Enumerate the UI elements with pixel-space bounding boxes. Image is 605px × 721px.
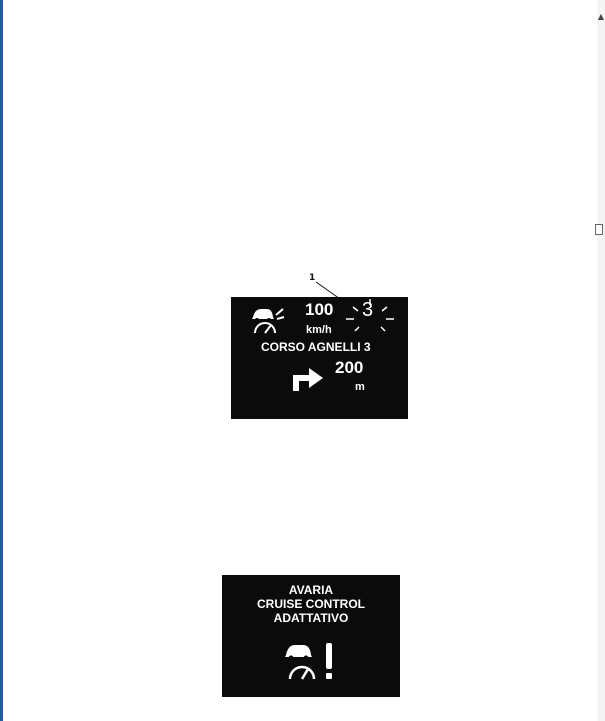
fault-line-3: ADATTATIVO <box>273 611 349 625</box>
suggested-gear: 3 <box>362 299 374 321</box>
cruise-fault-warning-icon <box>282 639 342 683</box>
set-speed-unit: km/h <box>306 324 332 336</box>
fault-message-display <box>222 575 400 697</box>
callout-number: 1 <box>309 273 316 283</box>
vertical-scrollbar[interactable] <box>597 0 605 721</box>
turn-distance-value: 200 <box>335 358 364 377</box>
set-speed-value: 100 <box>305 300 334 319</box>
fault-line-1: AVARIA <box>288 583 334 597</box>
fault-line-2: CRUISE CONTROL <box>257 597 365 611</box>
turn-distance-unit: m <box>355 381 365 393</box>
inline-marker-icon <box>595 224 603 235</box>
scroll-up-arrow-icon[interactable]: ▲ <box>597 12 604 21</box>
left-accent-rule <box>0 0 3 721</box>
turn-right-arrow-icon <box>289 363 327 393</box>
adaptive-cruise-car-icon <box>249 305 285 337</box>
street-name: CORSO AGNELLI 3 <box>261 340 371 354</box>
gear-suggestion-display <box>231 297 408 419</box>
